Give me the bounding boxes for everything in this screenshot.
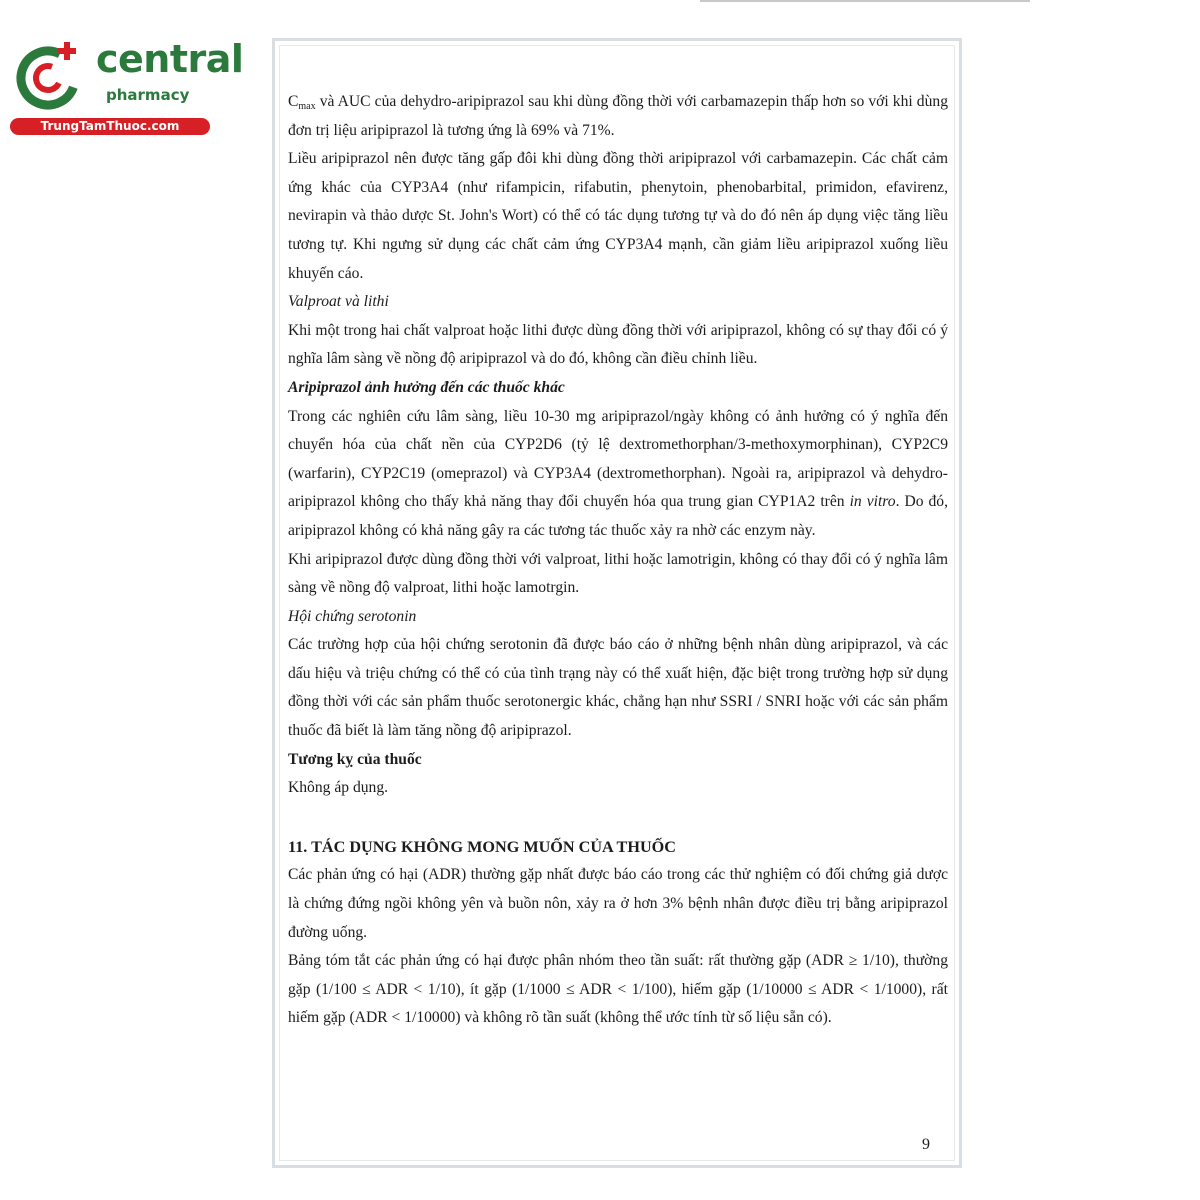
- central-pharmacy-logo: [10, 36, 244, 136]
- scan-edge-line: [700, 0, 1030, 2]
- paragraph-serotonin: Các trường hợp của hội chứng serotonin đã được báo cáo ở những bệnh nhân dùng aripiprazol, và các dấu hiệu và triệu chứng có thể có của tình trạng này có thể xuất hiện, đặc biệt trong trường hợp sử dụng đồng thời với các sản phẩm thuốc serotonergic khác, chẳng hạn như SSRI / SNRI hoặc với các sản phẩm thuốc đã biết là làm tăng nồng độ aripiprazol.: [288, 636, 948, 740]
- paragraph-not-applicable: Không áp dụng.: [288, 779, 389, 797]
- page-number: 9: [922, 1136, 930, 1153]
- paragraph-adr-frequency: Bảng tóm tắt các phản ứng có hại được phân nhóm theo tần suất: rất thường gặp (ADR ≥ 1/10), thường gặp (1/100 ≤ ADR < 1/10), ít gặp (1/1000 ≤ ADR < 1/100), hiếm gặp (1/10000 ≤ ADR < 1/1000), rất hiếm gặp (ADR < 1/10000) và không rõ tần suất (không thể ước tính từ số liệu sẵn có).: [288, 952, 948, 1027]
- paragraph-dose-increase: Liều aripiprazol nên được tăng gấp đôi khi dùng đồng thời aripiprazol với carbamazepin. Các chất cảm ứng khác của CYP3A4 (như rifampicin, rifabutin, phenytoin, phenobarbital, primidon, efavirenz, nevirapin và thảo dược St. John's Wort) có thể có tác dụng tương tự và do đó nên áp dụng việc tăng liều tương tự. Khi ngưng sử dụng các chất cảm ứng CYP3A4 mạnh, cần giảm liều aripiprazol xuống liều khuyến cáo.: [288, 150, 948, 282]
- heading-valproat-lithi: Valproat và lithi: [288, 293, 389, 311]
- pharmacy-cross-logo-icon: [12, 38, 86, 112]
- paragraph-lamotrigin: Khi aripiprazol được dùng đồng thời với valproat, lithi hoặc lamotrigin, không có thay đổi có ý nghĩa lâm sàng về nồng độ valproat, lithi hoặc lamotrgin.: [288, 550, 948, 597]
- paragraph-valproat: Khi một trong hai chất valproat hoặc lithi được dùng đồng thời với aripiprazol, không có sự thay đổi có ý nghĩa lâm sàng về nồng độ aripiprazol và do đó, không cần điều chỉnh liều.: [288, 321, 948, 368]
- logo-url-badge: TrungTamThuoc.com: [10, 118, 210, 135]
- paragraph-clinical-studies: Trong các nghiên cứu lâm sàng, liều 10-30 mg aripiprazol/ngày không có ảnh hưởng có ý nghĩa đến chuyển hóa của chất nền của CYP2D6 (tỷ lệ dextromethorphan/3-methoxymorphinan), CYP2C9 (warfarin), CYP2C19 (omeprazol) và CYP3A4 (dextromethorphan). Ngoài ra, aripiprazol và dehydro-aripiprazol không cho thấy khả năng thay đổi chuyển hóa qua trung gian CYP1A2 trên in vitro. Do đó, aripiprazol không có khả năng gây ra các tương tác thuốc xảy ra nhờ các enzym này.: [288, 407, 949, 539]
- heading-incompatibility: Tương kỵ của thuốc: [288, 750, 422, 768]
- logo-brand-sub: pharmacy: [106, 86, 190, 104]
- paragraph-cmax: $C_{max}$ và AUC của dehydro-aripiprazol sau khi dùng đồng thời với carbamazepin thấp hơn so với khi dùng đơn trị liệu aripiprazol là tương ứng là 69% và 71%.: [288, 93, 948, 139]
- logo-brand-name: central: [96, 37, 244, 81]
- heading-serotonin: Hội chứng serotonin: [288, 607, 417, 625]
- section-title-adverse-effects: 11. TÁC DỤNG KHÔNG MONG MUỐN CỦA THUỐC: [288, 837, 676, 856]
- heading-aripiprazol-effect: Aripiprazol ảnh hưởng đến các thuốc khác: [288, 378, 565, 396]
- paragraph-adr-common: Các phản ứng có hại (ADR) thường gặp nhất được báo cáo trong các thử nghiệm có đối chứng giả dược là chứng đứng ngồi không yên và buồn nôn, xảy ra ở hơn 3% bệnh nhân được điều trị bằng aripiprazol đường uống.: [288, 866, 948, 941]
- document-body: [288, 88, 948, 1033]
